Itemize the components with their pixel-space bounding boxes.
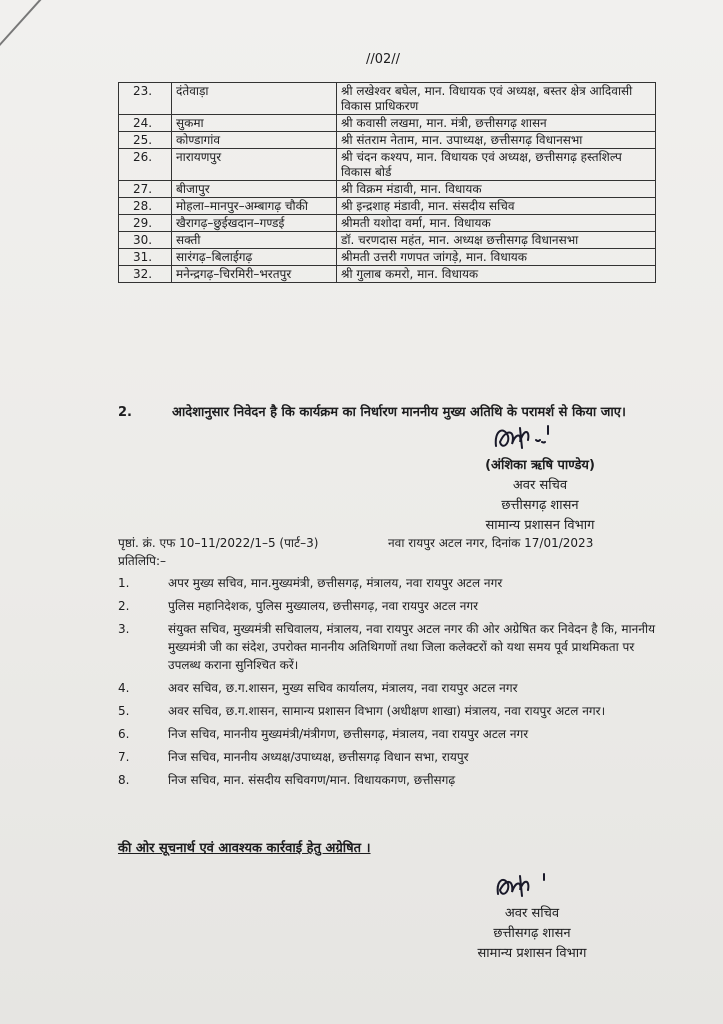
- guest-name: श्रीमती यशोदा वर्मा, मान. विधायक: [337, 215, 656, 232]
- row-number: 24.: [119, 115, 172, 132]
- table-row: [119, 181, 656, 198]
- table-row: [119, 249, 656, 266]
- table-row: [119, 132, 656, 149]
- paper-crease: [0, 0, 44, 50]
- list-item-number: 6.: [118, 727, 130, 741]
- guest-name: श्रीमती उत्तरी गणपत जांगड़े, मान. विधायक: [337, 249, 656, 266]
- endorsement-place-date: नवा रायपुर अटल नगर, दिनांक 17/01/2023: [388, 536, 594, 550]
- list-item: [118, 771, 658, 789]
- district-name: कोण्डागांव: [172, 132, 337, 149]
- list-item-number: 8.: [118, 773, 130, 787]
- signatory-department: सामान्य प्रशासन विभाग: [485, 518, 595, 533]
- signatory-government: छत्तीसगढ़ शासन: [501, 498, 579, 513]
- district-name: सक्ती: [172, 232, 337, 249]
- list-item-text: अवर सचिव, छ.ग.शासन, मुख्य सचिव कार्यालय, मंत्रालय, नवा रायपुर अटल नगर: [168, 681, 518, 695]
- signatory2-department: सामान्य प्रशासन विभाग: [477, 946, 587, 961]
- signatory2-designation: अवर सचिव: [504, 906, 560, 921]
- signatory-block-2: [452, 904, 612, 964]
- list-item-number: 1.: [118, 576, 130, 590]
- list-item-text: निज सचिव, माननीय अध्यक्ष/उपाध्यक्ष, छत्तीसगढ़ विधान सभा, रायपुर: [168, 750, 469, 764]
- guest-name: श्री विक्रम मंडावी, मान. विधायक: [337, 181, 656, 198]
- forward-note: की ओर सूचनार्थ एवं आवश्यक कार्रवाई हेतु अग्रेषित ।: [118, 841, 371, 856]
- instruction-paragraph: [118, 402, 658, 424]
- copy-label: प्रतिलिपि:–: [118, 554, 166, 568]
- guest-name: श्री इन्द्रशाह मंडावी, मान. संसदीय सचिव: [337, 198, 656, 215]
- list-item: [118, 702, 658, 720]
- district-name: मनेन्द्रगढ़–चिरमिरी–भरतपुर: [172, 266, 337, 283]
- list-item-number: 7.: [118, 750, 130, 764]
- table-row: [119, 198, 656, 215]
- paragraph-text: आदेशानुसार निवेदन है कि कार्यक्रम का निर्धारण माननीय मुख्य अतिथि के परामर्श से किया जाए।: [172, 405, 626, 420]
- list-item-text: निज सचिव, माननीय मुख्यमंत्री/मंत्रीगण, छत्तीसगढ़, मंत्रालय, नवा रायपुर अटल नगर: [168, 727, 529, 741]
- list-item-text: अपर मुख्य सचिव, मान.मुख्यमंत्री, छत्तीसगढ़, मंत्रालय, नवा रायपुर अटल नगर: [168, 576, 503, 590]
- copy-list: [118, 574, 658, 794]
- signatory-name: (अंशिका ऋषि पाण्डेय): [485, 458, 595, 473]
- guest-name: श्री कवासी लखमा, मान. मंत्री, छत्तीसगढ़ शासन: [337, 115, 656, 132]
- guest-name: श्री लखेश्वर बघेल, मान. विधायक एवं अध्यक्ष, बस्तर क्षेत्र आदिवासी विकास प्राधिकरण: [337, 83, 656, 115]
- list-item-number: 3.: [118, 622, 130, 636]
- list-item-number: 2.: [118, 599, 130, 613]
- list-item: [118, 597, 658, 615]
- district-name: खैरागढ़–छुईखदान–गण्डई: [172, 215, 337, 232]
- row-number: 25.: [119, 132, 172, 149]
- guest-name: श्री गुलाब कमरो, मान. विधायक: [337, 266, 656, 283]
- endorsement-reference: पृष्ठां. क्रं. एफ 10–11/2022/1–5 (पार्ट–3): [118, 536, 319, 550]
- list-item: [118, 748, 658, 766]
- row-number: 31.: [119, 249, 172, 266]
- table-row: [119, 149, 656, 181]
- guest-name: डॉ. चरणदास महंत, मान. अध्यक्ष छत्तीसगढ़ विधानसभा: [337, 232, 656, 249]
- row-number: 30.: [119, 232, 172, 249]
- table-row: [119, 215, 656, 232]
- list-item: [118, 574, 658, 592]
- row-number: 26.: [119, 149, 172, 181]
- district-name: दंतेवाड़ा: [172, 83, 337, 115]
- signatory2-government: छत्तीसगढ़ शासन: [493, 926, 571, 941]
- list-item-text: पुलिस महानिदेशक, पुलिस मुख्यालय, छत्तीसगढ़, नवा रायपुर अटल नगर: [168, 599, 479, 613]
- page-number: //02//: [366, 52, 401, 67]
- list-item-text: अवर सचिव, छ.ग.शासन, सामान्य प्रशासन विभाग (अधीक्षण शाखा) मंत्रालय, नवा रायपुर अटल नगर।: [168, 704, 606, 718]
- table-row: [119, 266, 656, 283]
- table-row: [119, 83, 656, 115]
- row-number: 23.: [119, 83, 172, 115]
- signature-1: [490, 420, 560, 458]
- list-item: [118, 620, 658, 674]
- district-name: नारायणपुर: [172, 149, 337, 181]
- row-number: 28.: [119, 198, 172, 215]
- table-row: [119, 232, 656, 249]
- list-item: [118, 725, 658, 743]
- list-item-number: 5.: [118, 704, 130, 718]
- row-number: 32.: [119, 266, 172, 283]
- list-item-text: संयुक्त सचिव, मुख्यमंत्री सचिवालय, मंत्रालय, नवा रायपुर अटल नगर की ओर अग्रेषित कर निवेदन है कि, माननीय मुख्यमंत्री जी का संदेश, उपरोक्त माननीय अतिथिगणों तथा जिला कलेक्टरों को यथा समय पूर्व प्राथमिकता पर उपलब्ध कराना सुनिश्चित करें।: [168, 622, 656, 672]
- signatory-designation: अवर सचिव: [512, 478, 568, 493]
- signature-2: [492, 870, 552, 904]
- signatory-block: [450, 456, 630, 536]
- row-number: 29.: [119, 215, 172, 232]
- table-row: [119, 115, 656, 132]
- paragraph-number: 2.: [118, 405, 132, 420]
- guest-name: श्री संतराम नेताम, मान. उपाध्यक्ष, छत्तीसगढ़ विधानसभा: [337, 132, 656, 149]
- row-number: 27.: [119, 181, 172, 198]
- guest-name: श्री चंदन कश्यप, मान. विधायक एवं अध्यक्ष, छत्तीसगढ़ हस्तशिल्प विकास बोर्ड: [337, 149, 656, 181]
- district-name: मोहला–मानपुर–अम्बागढ़ चौकी: [172, 198, 337, 215]
- district-guest-table: [118, 82, 656, 283]
- district-name: सुकमा: [172, 115, 337, 132]
- list-item-text: निज सचिव, मान. संसदीय सचिवगण/मान. विधायकगण, छत्तीसगढ़: [168, 773, 456, 787]
- district-name: बीजापुर: [172, 181, 337, 198]
- district-name: सारंगढ़–बिलाईगढ़: [172, 249, 337, 266]
- list-item: [118, 679, 658, 697]
- list-item-number: 4.: [118, 681, 130, 695]
